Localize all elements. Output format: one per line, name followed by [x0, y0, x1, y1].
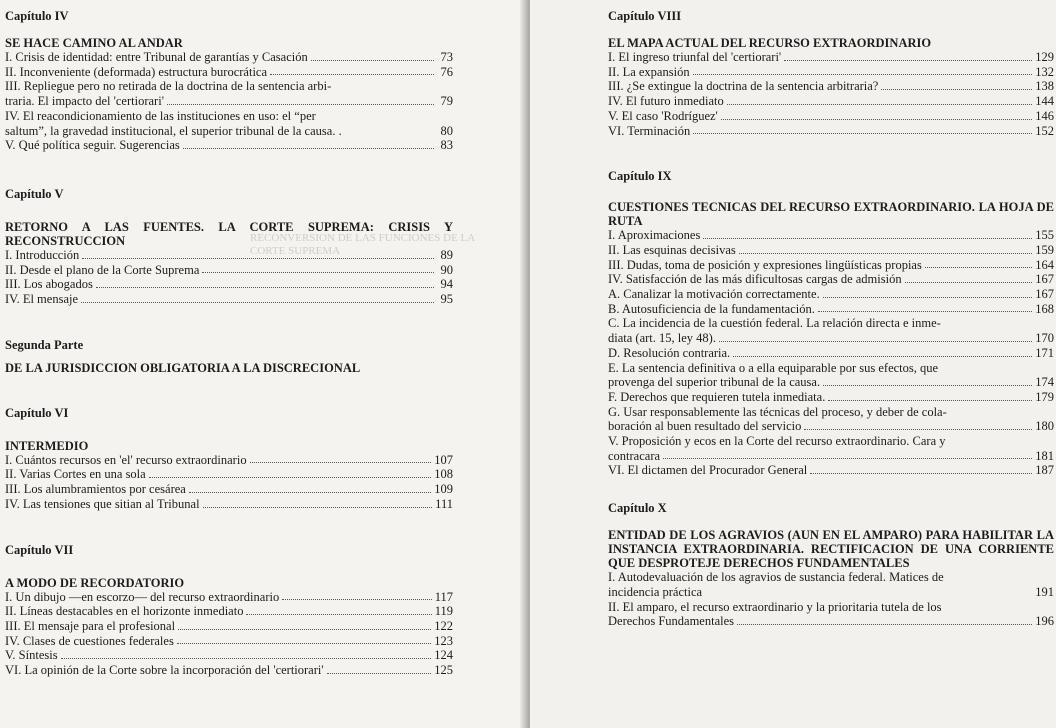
entry-page: 89: [440, 247, 453, 262]
entry-page: 119: [434, 604, 453, 619]
entry-page: 168: [1035, 301, 1054, 316]
entry-text: G. Usar responsablemente las técnicas del proceso, y deber de cola-: [608, 404, 947, 419]
toc-entry: [608, 614, 1054, 629]
entry-text: contracara: [608, 448, 661, 463]
entry-text: IV. El reacondicionamiento de las instituciones en uso: el “per: [5, 108, 316, 123]
entry-text: II. Líneas destacables en el horizonte inmediato: [5, 604, 244, 619]
entry-text: II. El amparo, el recurso extraordinario y la prioritaria tutela de los: [608, 599, 942, 614]
dot-leader: [719, 341, 1032, 342]
entry-text: II. Varias Cortes en una sola: [5, 467, 146, 482]
dot-leader: [250, 462, 432, 463]
entry-text: IV. Satisfacción de las más dificultosas cargas de admisión: [608, 272, 902, 287]
toc-entry: [5, 50, 453, 65]
toc-entry: [608, 585, 1054, 600]
dot-leader: [693, 133, 1032, 134]
toc-entry: [5, 94, 453, 109]
entry-page: 109: [434, 482, 453, 497]
entry-text: III. Los abogados: [5, 277, 93, 292]
dot-leader: [810, 473, 1032, 474]
entry-text: I. Aproximaciones: [608, 228, 701, 243]
toc-entry: [608, 109, 1054, 124]
entry-text: traria. El impacto del 'certiorari': [5, 94, 164, 109]
dot-leader: [733, 356, 1032, 357]
chapter-heading: Capítulo VII: [5, 542, 74, 557]
entry-page: 125: [434, 663, 453, 678]
chapter-heading: Capítulo X: [608, 501, 667, 516]
entry-page: 181: [1035, 448, 1054, 463]
entry-page: 146: [1035, 108, 1054, 123]
chapter-title: ENTIDAD DE LOS AGRAVIOS (AUN EN EL AMPARO) PARA HABILITAR LA INSTANCIA EXTRAORDINARIA. RECTIFICACION DE UNA CORRIENTE QUE DESPROTEJE DERECHOS FUNDAMENTALES: [608, 528, 1054, 571]
toc-entry: [5, 124, 453, 139]
toc-entry: [608, 302, 1054, 317]
dot-leader: [693, 74, 1033, 75]
toc-entry: [5, 65, 453, 80]
entry-page: 73: [440, 50, 453, 64]
entry-page: 155: [1035, 228, 1054, 243]
dot-leader: [737, 624, 1032, 625]
entry-page: 95: [440, 292, 453, 307]
entry-text: provenga del superior tribunal de la causa.: [608, 375, 821, 390]
toc-entry: [5, 590, 453, 605]
toc-entry: [5, 138, 453, 153]
entry-page: 152: [1035, 123, 1054, 138]
dot-leader: [203, 507, 433, 508]
entry-page: 108: [434, 467, 453, 482]
entry-page: 90: [440, 262, 453, 277]
part-heading: Segunda Parte: [5, 337, 84, 352]
entry-text: V. Síntesis: [5, 648, 58, 663]
toc-entry: [608, 463, 1054, 478]
entry-text: III. Dudas, toma de posición y expresiones lingüísticas propias: [608, 257, 922, 272]
entry-page: 191: [1035, 584, 1054, 599]
toc-entry: [5, 604, 453, 619]
entry-page: 111: [435, 496, 453, 511]
toc-entry: [608, 375, 1054, 390]
entry-text: saltum”, la gravedad institucional, el superior tribunal de la causa. .: [5, 123, 342, 138]
chapter-heading: Capítulo IV: [5, 9, 69, 23]
toc-entry: [608, 124, 1054, 139]
dot-leader: [721, 119, 1032, 120]
toc-entry: [5, 482, 453, 497]
dot-leader: [828, 400, 1032, 401]
entry-page: 107: [434, 452, 453, 467]
entry-text: VI. El dictamen del Procurador General: [608, 463, 808, 478]
entry-page: 122: [434, 618, 453, 633]
toc-entry: [608, 65, 1054, 80]
dot-leader: [804, 429, 1032, 430]
chapter-title: CUESTIONES TECNICAS DEL RECURSO EXTRAORDINARIO. LA HOJA DE RUTA: [608, 200, 1054, 229]
chapter-heading: Capítulo IX: [608, 169, 672, 184]
dot-leader: [663, 458, 1032, 459]
entry-text: II. Inconveniente (deformada) estructura burocrática: [5, 64, 268, 79]
dot-leader: [823, 297, 1033, 298]
chapter-title: A MODO DE RECORDATORIO: [5, 575, 185, 590]
dot-leader: [905, 282, 1033, 283]
dot-leader: [727, 104, 1033, 105]
toc-entry: [5, 277, 453, 292]
entry-text: B. Autosuficiencia de la fundamentación.: [608, 301, 815, 316]
toc-entry: [5, 619, 453, 634]
toc-entry: [608, 258, 1054, 273]
entry-page: 174: [1035, 375, 1054, 390]
entry-text: IV. Las tensiones que sitian al Tribunal: [5, 496, 200, 511]
entry-page: 164: [1035, 257, 1054, 272]
entry-text: II. Las esquinas decisivas: [608, 242, 736, 257]
dot-leader: [282, 599, 431, 600]
entry-page: 83: [440, 138, 453, 153]
dot-leader: [823, 385, 1032, 386]
right-toc: [608, 8, 1054, 629]
entry-text: III. Los alumbramientos por cesárea: [5, 482, 186, 497]
entry-page: 132: [1035, 64, 1054, 79]
entry-page: 196: [1035, 614, 1054, 629]
toc-entry: [5, 263, 453, 278]
toc-entry: [608, 228, 1054, 243]
right-page: [530, 0, 1056, 728]
entry-page: 179: [1035, 389, 1054, 404]
toc-entry: [5, 648, 453, 663]
entry-page: 144: [1035, 94, 1054, 109]
entry-text: III. ¿Se extingue la doctrina de la sentencia arbitraria?: [608, 79, 879, 94]
chapter-title: INTERMEDIO: [5, 438, 89, 453]
entry-text: III. Repliegue pero no retirada de la doctrina de la sentencia arbi-: [5, 79, 332, 94]
entry-page: 180: [1035, 419, 1054, 434]
entry-page: 79: [440, 94, 453, 109]
entry-text: I. Introducción: [5, 247, 80, 262]
dot-leader: [925, 267, 1032, 268]
chapter-title: RETORNO A LAS FUENTES. LA CORTE SUPREMA: CRISIS Y RECONSTRUCCION: [5, 219, 453, 248]
dot-leader: [81, 302, 434, 303]
entry-text: II. La expansión: [608, 64, 690, 79]
toc-entry: [608, 243, 1054, 258]
toc-entry: [608, 390, 1054, 405]
chapter-heading: Capítulo VIII: [608, 9, 682, 23]
entry-page: 117: [434, 589, 453, 604]
dot-leader: [818, 311, 1032, 312]
entry-text: I. El ingreso triunfal del 'certiorari': [608, 50, 782, 64]
dot-leader: [177, 643, 431, 644]
entry-text: C. La incidencia de la cuestión federal. La relación directa e inme-: [608, 316, 941, 331]
entry-page: 124: [434, 648, 453, 663]
toc-entry: [608, 419, 1054, 434]
entry-page: 123: [434, 633, 453, 648]
toc-entry: [5, 497, 453, 512]
entry-page: 76: [440, 64, 453, 79]
left-page: RECONVERSION DE LAS FUNCIONES DE LA CORTE SUPREMA Capítulo IV SE HACE CAMINO AL ANDAR I. Crisis de identidad: entre Tribunal de garantías y Casación 73 II. Inconveniente (deformada) estructura burocrática 76 III. Repliegue pero no retirada de la doctrina de la sentencia arbi- traria. El impacto del 'certiorari' 79 IV. El reacondicionamiento de las instituciones en uso: el “per saltum”, la gravedad institucional, el superior tribunal de la causa. . 80 V. Qué política seguir. Sugerencias 83 Capítulo V RETORNO A LAS FUENTES. LA CORTE SUPREMA: CRISIS Y RECONSTRUCCION I. Introducción 89 II. Desde el plano de la Corte Suprema 90 III. Los abogados 94 IV. El mensaje 95 Segunda Parte DE LA JURISDICCION OBLIGATORIA A LA DISCRECIONAL Capítulo VI INTERMEDIO I. Cuántos recursos en 'el' recurso extraordinario 107 II. Varias Cortes en una sola 108 III. Los alumbramientos por cesárea 109 IV. Las tensiones que sitian al Tribunal 111 Capítulo VII A MODO DE RECORDATORIO I. Un dibujo —en escorzo— del recurso extraordinario 117 II. Líneas destacables en el horizonte inmediato 119 III. El mensaje para el profesional 122 IV. Clases de cuestiones federales 123 V. Síntesis 124 VI. La opinión de la Corte sobre la incorporación del 'certiorari' 125: [0, 0, 526, 728]
entry-page: 80: [440, 123, 453, 138]
entry-page: 167: [1035, 287, 1054, 302]
dot-leader: [881, 89, 1032, 90]
chapter-heading: Capítulo VI: [5, 405, 69, 420]
entry-text: F. Derechos que requieren tutela inmediata.: [608, 389, 826, 404]
toc-entry: [608, 272, 1054, 287]
dot-leader: [149, 477, 432, 478]
dot-leader: [82, 258, 434, 259]
chapter-title: SE HACE CAMINO AL ANDAR: [5, 36, 183, 50]
entry-text: E. La sentencia definitiva o a ella equiparable por sus efectos, que: [608, 360, 939, 375]
entry-text: incidencia práctica: [608, 584, 703, 599]
entry-text: I. Un dibujo —en escorzo— del recurso extraordinario: [5, 589, 280, 604]
dot-leader: [178, 629, 431, 630]
entry-page: 138: [1035, 79, 1054, 94]
dot-leader: [189, 492, 431, 493]
dot-leader: [327, 673, 432, 674]
entry-text: A. Canalizar la motivación correctamente.: [608, 287, 820, 302]
toc-entry: [5, 453, 453, 468]
chapter-title: EL MAPA ACTUAL DEL RECURSO EXTRAORDINARIO: [608, 36, 932, 50]
entry-text: diata (art. 15, ley 48).: [608, 331, 716, 346]
entry-text: I. Crisis de identidad: entre Tribunal de garantías y Casación: [5, 50, 308, 64]
entry-text: D. Resolución contraria.: [608, 345, 731, 360]
dot-leader: [246, 614, 431, 615]
entry-text: I. Autodevaluación de los agravios de sustancia federal. Matices de: [608, 570, 944, 585]
entry-text: IV. El mensaje: [5, 292, 79, 307]
dot-leader: [61, 658, 432, 659]
toc-entry: [608, 346, 1054, 361]
entry-text: V. Proposición y ecos en la Corte del recurso extraordinario. Cara y: [608, 434, 946, 449]
entry-text: V. Qué política seguir. Sugerencias: [5, 138, 180, 153]
dot-leader: [311, 60, 434, 61]
entry-text: III. El mensaje para el profesional: [5, 618, 176, 633]
dot-leader: [270, 74, 434, 75]
entry-text: II. Desde el plano de la Corte Suprema: [5, 262, 200, 277]
toc-entry: [5, 248, 453, 263]
dot-leader: [703, 238, 1032, 239]
toc-entry: [608, 79, 1054, 94]
toc-entry: [608, 50, 1054, 65]
toc-entry: [5, 467, 453, 482]
dot-leader: [739, 253, 1033, 254]
entry-page: 171: [1035, 345, 1054, 360]
dot-leader: [96, 287, 434, 288]
dot-leader: [167, 104, 434, 105]
entry-page: 187: [1035, 463, 1054, 478]
entry-text: boración al buen resultado del servicio: [608, 419, 802, 434]
entry-page: 159: [1035, 242, 1054, 257]
entry-text: VI. La opinión de la Corte sobre la incorporación del 'certiorari': [5, 663, 324, 678]
toc-entry: [5, 292, 453, 307]
dot-leader: [183, 148, 434, 149]
dot-leader: [784, 60, 1032, 61]
toc-entry: [5, 663, 453, 678]
entry-page: 94: [440, 277, 453, 292]
entry-text: V. El caso 'Rodríguez': [608, 108, 718, 123]
toc-entry: [608, 449, 1054, 464]
chapter-heading: Capítulo V: [5, 186, 64, 201]
toc-entry: [608, 331, 1054, 346]
entry-text: VI. Terminación: [608, 123, 691, 138]
toc-entry: [608, 94, 1054, 109]
entry-text: I. Cuántos recursos en 'el' recurso extraordinario: [5, 452, 247, 467]
toc-entry: [5, 634, 453, 649]
entry-text: IV. Clases de cuestiones federales: [5, 633, 174, 648]
entry-text: IV. El futuro inmediato: [608, 94, 724, 109]
entry-page: 170: [1035, 331, 1054, 346]
part-title: DE LA JURISDICCION OBLIGATORIA A LA DISCRECIONAL: [5, 360, 361, 375]
left-toc: [5, 8, 453, 678]
dot-leader: [202, 272, 434, 273]
toc-entry: [608, 287, 1054, 302]
entry-text: Derechos Fundamentales: [608, 614, 735, 629]
entry-page: 129: [1035, 50, 1054, 64]
entry-page: 167: [1035, 272, 1054, 287]
